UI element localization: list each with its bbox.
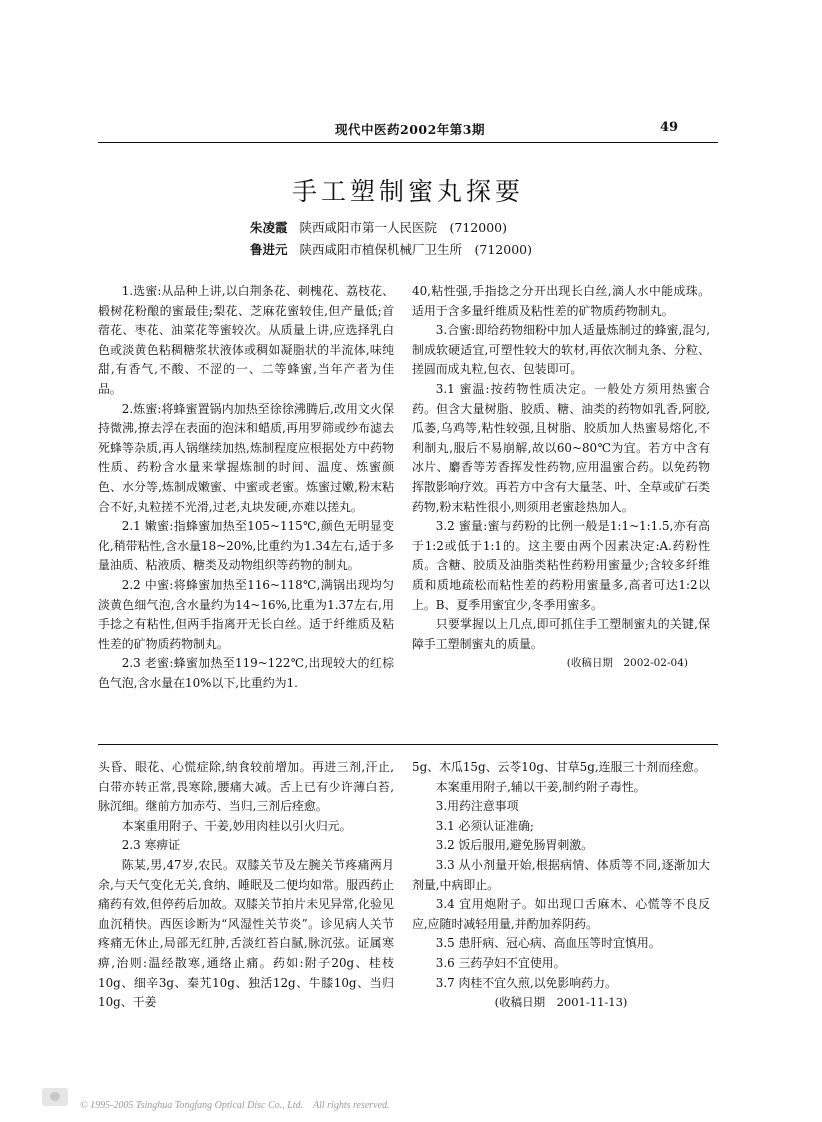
copyright-footer: © 1995-2005 Tsinghua Tongfang Optical Disc Co., Ltd. All rights reserved. xyxy=(80,1100,390,1111)
paragraph: 2.2 中蜜:将蜂蜜加热至116~118℃,满锅出现均匀淡黄色细气泡,含水量约为14~16%,比重为1.37左右,用手捻之有粘性,但两手指离开无长白丝。适于纤维质及粘性差的矿物质药物制丸。 xyxy=(98,577,394,651)
second-article-right-column xyxy=(412,758,710,1013)
list-item: 3.3 从小剂量开始,根据病情、体质等不同,逐渐加大剂量,中病即止。 xyxy=(412,857,710,892)
section-heading: 2.3 寒痹证 xyxy=(121,838,181,853)
article-left-column xyxy=(98,282,394,693)
paragraph: 头昏、眼花、心慌症除,纳食较前增加。再进三剂,汗止,白带亦转正常,畏寒除,腰痛大减。舌上已有少许薄白苔,脉沉细。继前方加赤芍、当归,三剂后痊愈。 xyxy=(98,760,394,814)
header-rule xyxy=(98,142,718,143)
received-date: (收稿日期 2002-02-04) xyxy=(566,657,688,670)
paragraph: 本案重用附子、干姜,妙用肉桂以引火归元。 xyxy=(121,818,352,833)
paragraph: 陈某,男,47岁,农民。双膝关节及左腕关节疼痛两月余,与天气变化无关,食纳、睡眠及二便均如常。服西药止痛药有效,但停药后加故。双膝关节拍片未见异常,化验见血沉稍快。西医诊断为“风湿性关节炎”。诊见病人关节疼痛无休止,局部无红肿,舌淡红苔白腻,脉沉弦。证属寒痹,治则:温经散寒,通络止痛。药如:附子20g、桂枝10g、细辛3g、秦艽10g、独活12g、牛膝10g、当归10g、干姜 xyxy=(98,857,394,1010)
publisher-logo-icon xyxy=(42,1088,68,1106)
paragraph: 40,粘性强,手指捻之分开出现长白丝,滴人水中能成珠。适用于含多量纤维质及粘性差的矿物质药物制丸。 xyxy=(412,284,710,318)
list-item: 3.5 患肝病、冠心病、高血压等时宜慎用。 xyxy=(435,936,661,951)
paragraph: 2.3 老蜜:蜂蜜加热至119~122℃,出现较大的红棕色气泡,含水量在10%以下,比重约为1. xyxy=(98,656,394,690)
article-divider xyxy=(98,744,718,745)
author-line-2 xyxy=(250,240,532,258)
article-right-column xyxy=(412,282,710,674)
author-name: 朱凌霞 xyxy=(250,220,288,235)
author-affiliation: 陕西咸阳市第一人民医院 (712000) xyxy=(299,220,507,235)
page-number: 49 xyxy=(660,120,679,135)
list-item: 3.2 饭后服用,避免肠胃刺激。 xyxy=(435,838,594,853)
paragraph: 3.2 蜜量:蜜与药粉的比例一般是1:1~1:1.5,亦有高于1:2或低于1:1的。这主要由两个因素决定:A.药粉性质。含糖、胶质及油脂类粘性药粉用蜜量少;含较多纤维质和质地疏松而粘性差的药粉用蜜量多,高者可达1:2以上。B、夏季用蜜宜少,冬季用蜜多。 xyxy=(412,519,710,612)
journal-header: 现代中医药2002年第3期 xyxy=(335,122,485,137)
author-line-1 xyxy=(250,218,507,236)
received-date: (收稿日期 2001-11-13) xyxy=(494,995,628,1010)
list-item: 3.6 三药孕妇不宜使用。 xyxy=(435,955,566,970)
list-item: 3.4 宜用炮附子。如出现口舌麻木、心慌等不良反应,应随时减轻用量,并酌加养阴药。 xyxy=(412,897,710,931)
list-item: 3.1 必须认证准确; xyxy=(435,818,534,833)
section-heading: 3.用药注意事项 xyxy=(435,799,519,814)
paragraph: 本案重用附子,辅以干姜,制约附子毒性。 xyxy=(435,779,646,794)
list-item: 3.7 肉桂不宜久煎,以免影响药力。 xyxy=(435,975,617,990)
paragraph: 只要掌握以上几点,即可抓住手工塑制蜜丸的关键,保障手工塑制蜜丸的质量。 xyxy=(412,617,710,651)
paragraph: 3.1 蜜温:按药物性质决定。一般处方须用热蜜合药。但含大量树脂、胶质、糖、油类的药物如乳香,阿胶,瓜萎,乌鸡等,粘性较强,且树脂、胶质加人热蜜易熔化,不利制丸,服后不易崩解,故以60~80℃为宜。若方中含有冰片、麝香等芳香挥发性药物,应用温蜜合药。以免药物挥散影响疗效。再若方中含有大量茎、叶、全草或矿石类药物,粉末粘性很小,则须用老蜜趁热加人。 xyxy=(412,381,710,514)
paragraph: 5g、木瓜15g、云苓10g、甘草5g,连服三十剂而痊愈。 xyxy=(412,760,706,774)
paragraph: 1.选蜜:从品种上讲,以白荆条花、刺槐花、荔枝花、椴树花粉酿的蜜最佳;梨花、芝麻花蜜较佳,但产量低;首蓿花、枣花、油菜花等蜜较次。从质量上讲,应选择乳白色或淡黄色粘稠糖浆状液体或稠如凝脂状的半流体,味纯甜,有香气,不酸、不涩的一、二等蜂蜜,当年产者为佳品。 xyxy=(98,284,394,396)
paragraph: 3.合蜜:即给药物细粉中加人适量炼制过的蜂蜜,混匀,制成软硬适宜,可塑性较大的软材,再依次制丸条、分粒、搓圆而成丸粒,包衣、包装即可。 xyxy=(412,323,710,377)
paragraph: 2.炼蜜:将蜂蜜置锅内加热至徐徐沸腾后,改用文火保持微沸,撩去浮在表面的泡沫和蜡质,再用罗筛或纱布滤去死蜂等杂质,再人锅继续加热,炼制程度应根据处方中药物性质、药粉含水量来掌握炼制的时间、温度、炼蜜颜色、水分等,炼制成嫩蜜、中蜜或老蜜。炼蜜过嫩,粉末粘合不好,丸粒搓不光滑,过老,丸块发硬,亦难以搓丸。 xyxy=(98,401,394,514)
author-name: 鲁进元 xyxy=(250,242,288,257)
author-affiliation: 陕西咸阳市植保机械厂卫生所 (712000) xyxy=(299,242,532,257)
paragraph: 2.1 嫩蜜:指蜂蜜加热至105~115℃,颜色无明显变化,稍带粘性,含水量18~20%,比重约为1.34左右,适于多量油质、粘液质、糖类及动物组织等药物的制丸。 xyxy=(98,519,394,573)
second-article-left-column xyxy=(98,758,394,1013)
article-title: 手工塑制蜜丸探要 xyxy=(291,177,524,206)
